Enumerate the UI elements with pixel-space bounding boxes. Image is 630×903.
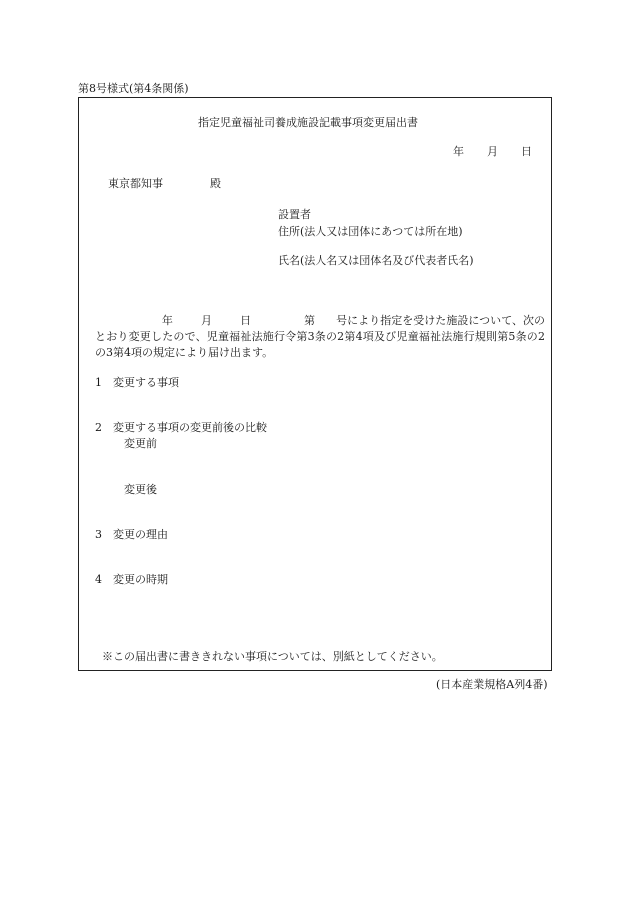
item-2-label: 変更する事項の変更前後の比較 <box>113 421 267 434</box>
body-paragraph <box>95 313 545 361</box>
item-4-label: 変更の時期 <box>113 573 168 586</box>
body-dai: 第 <box>303 314 315 327</box>
applicant-address: 住所(法人又は団体にあつては所在地) <box>278 225 463 238</box>
item-2-after: 変更後 <box>124 483 157 496</box>
item-2-before: 変更前 <box>124 437 157 450</box>
item-4-number: 4 <box>95 573 102 586</box>
form-number: 第8号様式(第4条関係) <box>78 82 189 95</box>
note: ※この届出書に書ききれない事項については、別紙としてください。 <box>102 650 443 663</box>
body-year: 年 <box>161 314 173 327</box>
item-1-number: 1 <box>95 376 102 389</box>
addressee-honorific: 殿 <box>210 177 221 190</box>
item-1-label: 変更する事項 <box>113 376 179 389</box>
date-month: 月 <box>487 145 498 158</box>
date-year: 年 <box>453 145 464 158</box>
body-date-lead <box>95 314 162 327</box>
body-day: 日 <box>240 314 252 327</box>
item-3-label: 変更の理由 <box>113 528 168 541</box>
form-title: 指定児童福祉司養成施設記載事項変更届出書 <box>198 116 418 129</box>
applicant-name: 氏名(法人名又は団体名及び代表者氏名) <box>278 254 474 267</box>
body-month: 月 <box>201 314 213 327</box>
body-text: 号により指定を受けた施設について、次のとおり変更したので、児童福祉法施行令第3条の2第4項及び児童福祉法施行規則第5条の2の3第4項の規定により届け出ます。 <box>95 314 546 359</box>
item-2-number: 2 <box>95 421 102 434</box>
applicant-label: 設置者 <box>278 208 311 221</box>
date-day: 日 <box>521 145 532 158</box>
addressee-name: 東京都知事 <box>108 177 163 190</box>
item-3-number: 3 <box>95 528 102 541</box>
paper-size-note: (日本産業規格A列4番) <box>436 678 548 691</box>
